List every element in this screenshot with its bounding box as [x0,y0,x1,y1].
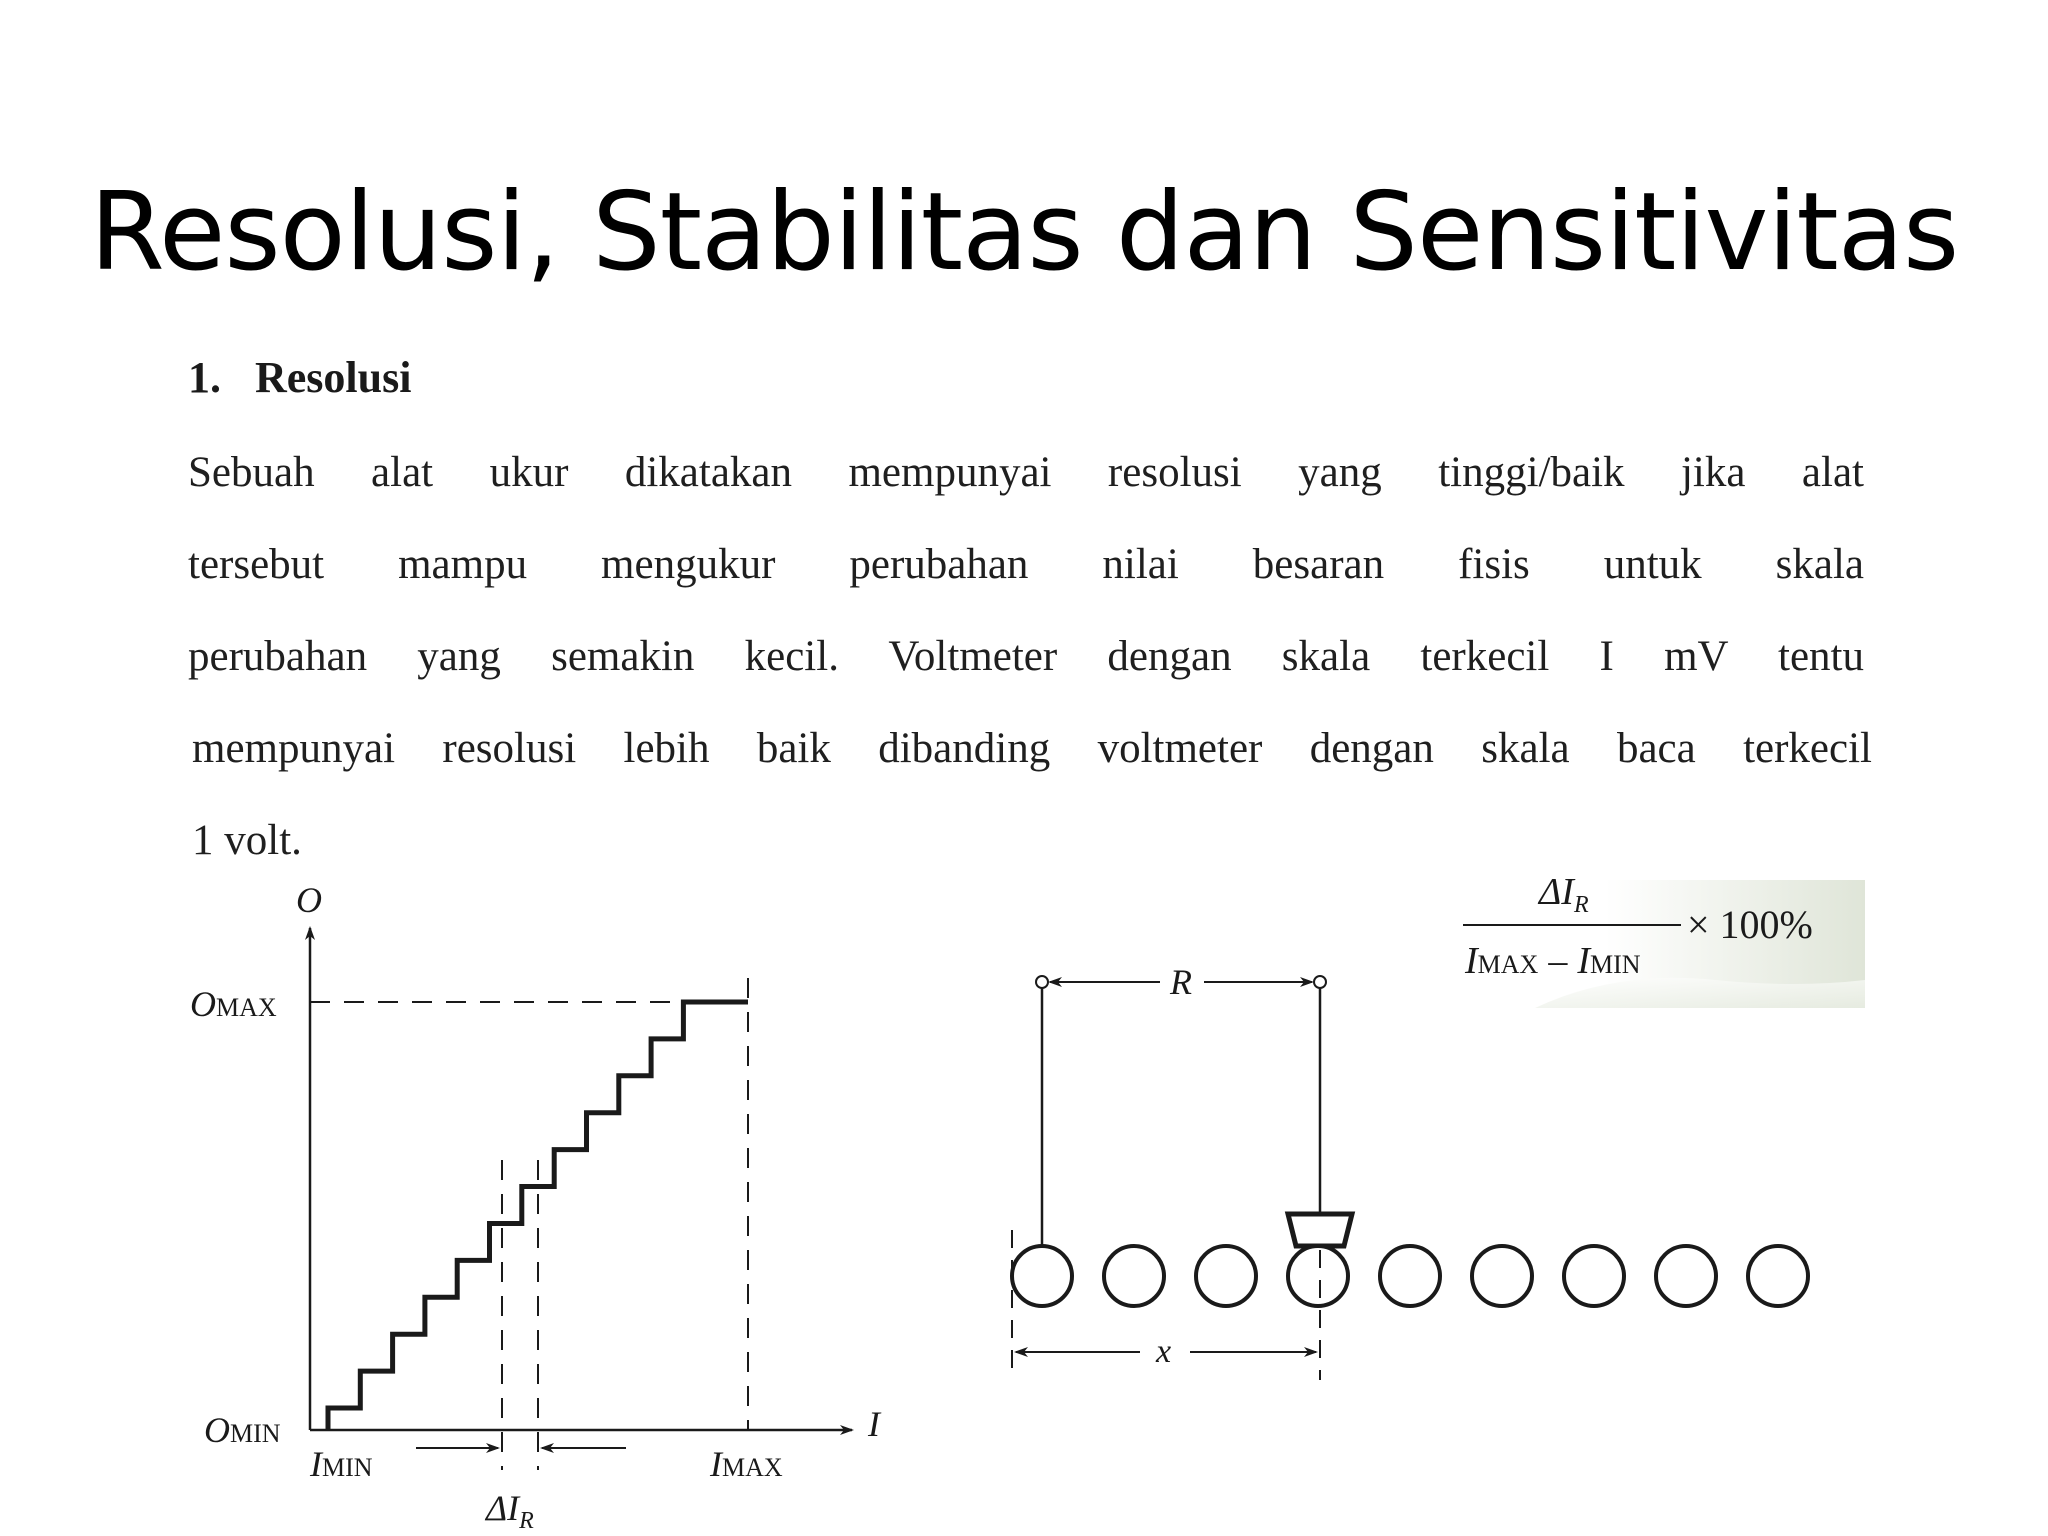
paragraph-line-2: tersebut mampu mengukur perubahan nilai besaran fisis untuk skala [188,541,1864,588]
omin-label: OMIN [204,1410,281,1450]
coil-circle [1748,1246,1808,1306]
coil-circle [1656,1246,1716,1306]
omax-label: OMAX [190,984,277,1024]
formula-multiplier: × 100% [1687,902,1813,947]
coil-circle [1196,1246,1256,1306]
imax-label: IMAX [710,1444,783,1484]
section-heading-text: Resolusi [255,353,412,402]
x-label: x [1156,1333,1172,1370]
section-heading [188,352,411,403]
slide-title: Resolusi, Stabilitas dan Sensitivitas [89,170,1959,295]
formula-numerator: $\Delta I_R$ [1539,871,1589,918]
imin-label: IMIN [310,1444,373,1484]
coil-circle [1564,1246,1624,1306]
coil-circle [1012,1246,1072,1306]
terminal-left [1036,976,1048,988]
coil-circle [1104,1246,1164,1306]
y-axis-label: O [296,880,322,920]
r-label: R [1170,962,1192,1002]
coil-circle [1380,1246,1440,1306]
coil-circles [1012,1246,1808,1306]
delta-ir-label: $\Delta I_R$ [486,1488,534,1534]
paragraph-line-4: mempunyai resolusi lebih baik dibanding voltmeter dengan skala baca terkecil [192,725,1872,772]
staircase-figure [180,870,920,1536]
paragraph-line-5: 1 volt. [192,817,302,864]
coil-circle [1472,1246,1532,1306]
terminal-right [1314,976,1326,988]
formula-denominator: IMAX – IMIN [1465,940,1641,982]
potentiometer-figure [990,950,1850,1410]
x-axis-label: I [868,1404,880,1444]
wiper-contact [1288,1214,1352,1246]
paragraph-line-1: Sebuah alat ukur dikatakan mempunyai resolusi yang tinggi/baik jika alat [188,449,1864,496]
coil-circle [1288,1246,1348,1306]
paragraph-line-3: perubahan yang semakin kecil. Voltmeter dengan skala terkecil I mV tentu [188,633,1864,680]
section-number: 1. [188,353,221,402]
